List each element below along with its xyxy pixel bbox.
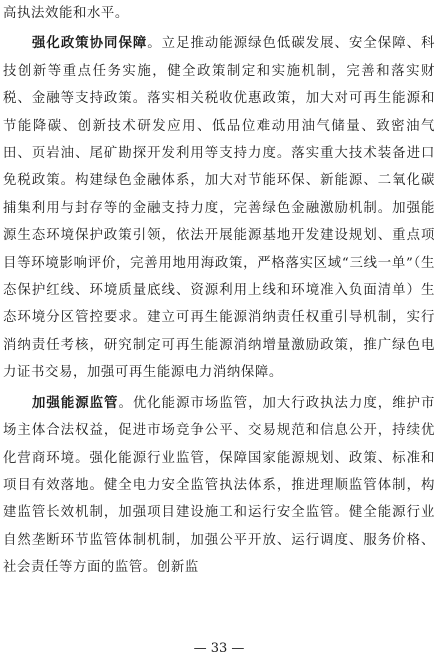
policy-coordination-paragraph bbox=[3, 30, 435, 386]
energy-regulation-heading: 加强能源监管 bbox=[32, 395, 119, 411]
policy-coordination-text: 。立足推动能源绿色低碳发展、安全保障、科技创新等重点任务实施，健全政策制定和实施机制，完善和落实财税、金融等支持政策。落实相关税收优惠政策，加大对可再生能源和节能降碳、创新技术研发应用、低品位难动用油气储量、致密油气田、页岩油、尾矿勘探开发利用等支持力度。落实重大技术装备进口免税政策。构建绿色金融体系，加大对节能环保、新能源、二氧化碳捕集利用与封存等的金融支持力度，完善绿色金融激励机制。加强能源生态环境保护政策引领，依法开展能源基地开发建设规划、重点项目等环境影响评价，完善用地用海政策，严格落实区域“三线一单”（生态保护红线、环境质量底线、资源利用上线和环境准入负面清单）生态环境分区管控要求。建立可再生能源消纳责任权重引导机制，实行消纳责任考核，研究制定可再生能源消纳增量激励政策，推广绿色电力证书交易，加强可再生能源电力消纳保障。 bbox=[3, 36, 435, 381]
policy-coordination-heading: 强化政策协同保障 bbox=[32, 36, 148, 52]
continued-text: 高执法效能和水平。 bbox=[3, 6, 129, 21]
page-number: — 33 — bbox=[193, 641, 245, 656]
energy-regulation-text: 。优化能源市场监管，加大行政执法力度，维护市场主体合法权益，促进市场竞争公平、交易规范和信息公开，持续优化营商环境。强化能源行业监管，保障国家能源规划、政策、标准和项目有效落地。健全电力安全监管执法体系，推进理顺监管体制，构建监管长效机制，加强项目建设施工和运行安全监管。健全能源行业自然垄断环节监管体制机制，加强公平开放、运行调度、服务价格、社会责任等方面的监管。创新监 bbox=[3, 395, 435, 576]
continued-paragraph bbox=[3, 0, 435, 27]
document-body bbox=[3, 0, 435, 582]
energy-regulation-paragraph bbox=[3, 390, 435, 582]
